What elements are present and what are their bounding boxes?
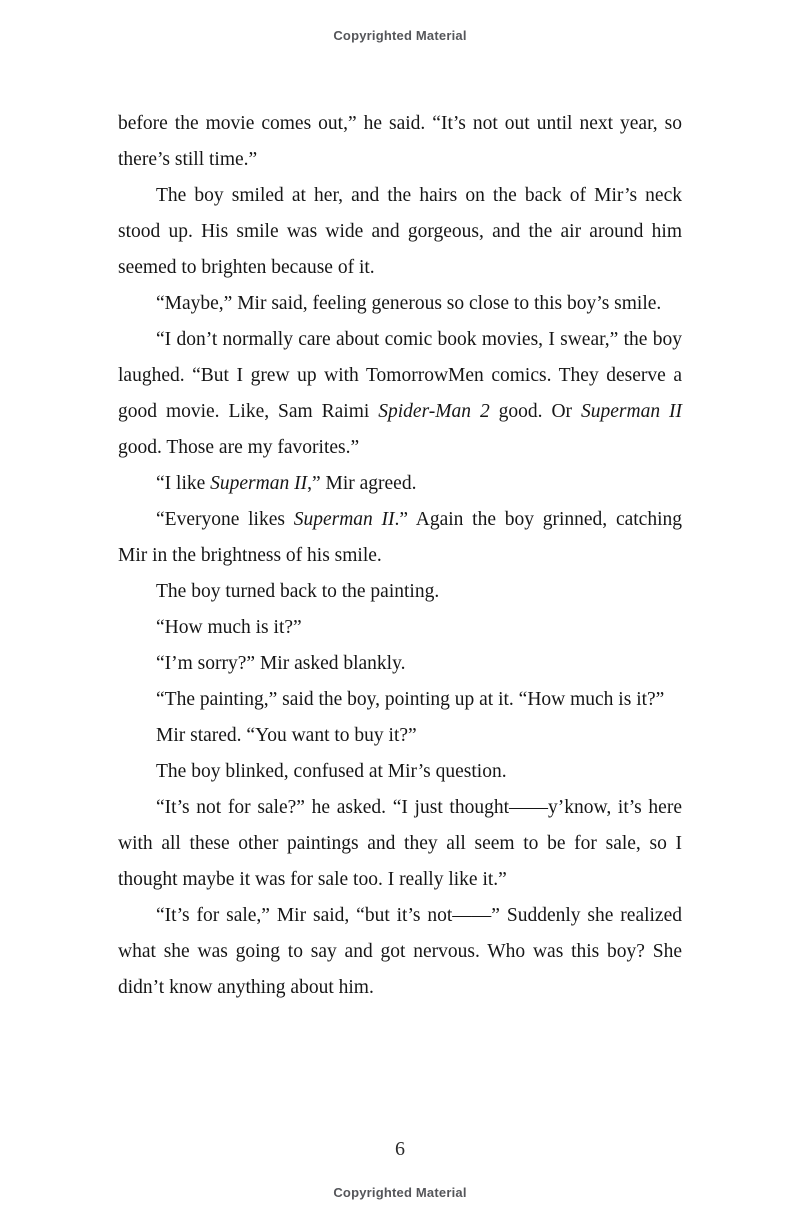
text-segment: good. Those are my favorites.” (118, 437, 360, 458)
paragraph (118, 106, 682, 178)
text-segment: “The painting,” said the boy, pointing up at it. “How much is it?” (156, 689, 665, 710)
text-segment: The boy turned back to the painting. (156, 581, 440, 602)
italic-text-segment: Superman II (581, 401, 683, 422)
text-segment: “I like (156, 473, 211, 494)
page-number: 6 (395, 1138, 405, 1160)
text-segment: “I’m sorry?” Mir asked blankly. (156, 653, 406, 674)
paragraph (118, 790, 682, 898)
text-segment: “How much is it?” (156, 617, 302, 638)
text-segment: ,” Mir agreed. (307, 473, 417, 494)
text-segment: The boy blinked, confused at Mir’s question. (156, 761, 507, 782)
paragraph (118, 286, 682, 322)
copyright-notice-bottom: Copyrighted Material (333, 1185, 467, 1200)
paragraph (118, 322, 682, 466)
paragraph (118, 646, 682, 682)
italic-text-segment: Superman II (210, 473, 308, 494)
italic-text-segment: Spider-Man 2 (378, 401, 490, 422)
paragraph (118, 754, 682, 790)
text-segment: “Everyone likes (156, 509, 294, 530)
paragraph (118, 502, 682, 574)
paragraph (118, 682, 682, 718)
text-segment: “It’s not for sale?” he asked. “I just thought——y’know, it’s here with all these other paintings and they all seem to be for sale, so I thought maybe it was for sale too. I really like it.” (118, 797, 682, 890)
text-segment: “Maybe,” Mir said, feeling generous so close to this boy’s smile. (156, 293, 662, 314)
paragraph (118, 178, 682, 286)
paragraph (118, 718, 682, 754)
copyright-notice-top: Copyrighted Material (333, 28, 467, 43)
page-text (118, 106, 682, 1006)
italic-text-segment: Superman II (293, 509, 395, 530)
text-segment: The boy smiled at her, and the hairs on the back of Mir’s neck stood up. His smile was wide and gorgeous, and the air around him seemed to brighten because of it. (118, 185, 682, 278)
text-segment: “It’s for sale,” Mir said, “but it’s not——” Suddenly she realized what she was going to say and got nervous. Who was this boy? She didn’t know anything about him. (118, 905, 682, 998)
text-segment: “I don’t normally care about comic book movies, I swear,” the boy laughed. “But I grew up with TomorrowMen comics. They deserve a good movie. Like, Sam Raimi (118, 329, 682, 422)
text-segment: good. Or (489, 401, 581, 422)
paragraph (118, 574, 682, 610)
text-segment: .” Again the boy grinned, catching Mir in the brightness of his smile. (118, 509, 682, 566)
paragraph (118, 898, 682, 1006)
text-segment: before the movie comes out,” he said. “It’s not out until next year, so there’s still time.” (118, 113, 682, 170)
paragraph (118, 610, 682, 646)
text-segment: Mir stared. “You want to buy it?” (156, 725, 417, 746)
paragraph (118, 466, 682, 502)
